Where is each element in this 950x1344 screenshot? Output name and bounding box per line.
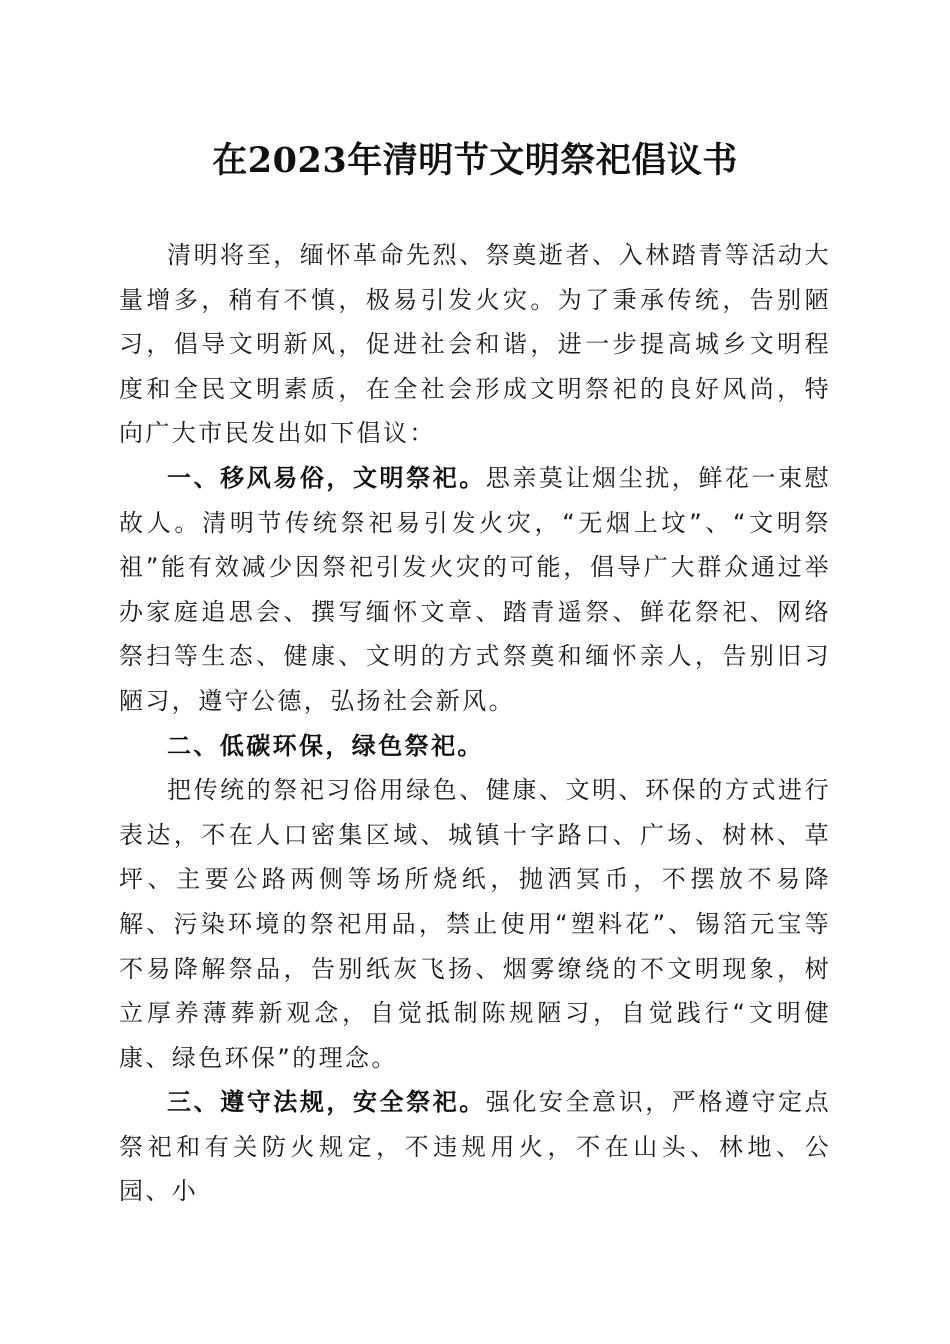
section-3-paragraph (119, 1080, 831, 1214)
section-2-body-paragraph (119, 768, 831, 1080)
intro-paragraph: 清明将至，缅怀革命先烈、祭奠逝者、入林踏青等活动大量增多，稍有不慎，极易引发火灾。为了秉承传统，告别陋习，倡导文明新风，促进社会和谐，进一步提高城乡文明程度和全民文明素质，在全社会形成文明祭祀的良好风尚，特向广大市民发出如下倡议： (119, 241, 831, 448)
section-3-heading: 三、遵守法规，安全祭祀。 (167, 1088, 486, 1117)
document-body (119, 233, 831, 1214)
section-1-paragraph (119, 456, 831, 724)
document-title: 在2023年清明节文明祭祀倡议书 (212, 140, 738, 181)
section-2-heading: 二、低碳环保，绿色祭祀。 (167, 731, 484, 760)
section-2-text: 把传统的祭祀习俗用绿色、健康、文明、环保的方式进行表达，不在人口密集区域、城镇十字路口、广场、树林、草坪、主要公路两侧等场所烧纸，抛洒冥币，不摆放不易降解、污染环境的祭祀用品，禁止使用“塑料花”、锡箔元宝等不易降解祭品，告别纸灰飞扬、烟雾缭绕的不文明现象，树立厚养薄葬新观念，自觉抵制陈规陋习，自觉践行“文明健康、绿色环保”的理念。 (119, 776, 831, 1072)
section-3-text: 强化安全意识，严格遵守定点祭祀和有关防火规定，不违规用火，不在山头、林地、公园、小 (119, 1088, 831, 1206)
section-1-heading: 一、移风易俗，文明祭祀。 (167, 463, 486, 492)
section-1-text: 思亲莫让烟尘扰，鲜花一束慰故人。清明节传统祭祀易引发火灾，“无烟上坟”、“文明祭祖”能有效减少因祭祀引发火灾的可能，倡导广大群众通过举办家庭追思会、撰写缅怀文章、踏青遥祭、鲜花祭祀、网络祭扫等生态、健康、文明的方式祭奠和缅怀亲人，告别旧习陋习，遵守公德，弘扬社会新风。 (119, 463, 831, 715)
section-2-paragraph (119, 724, 831, 769)
